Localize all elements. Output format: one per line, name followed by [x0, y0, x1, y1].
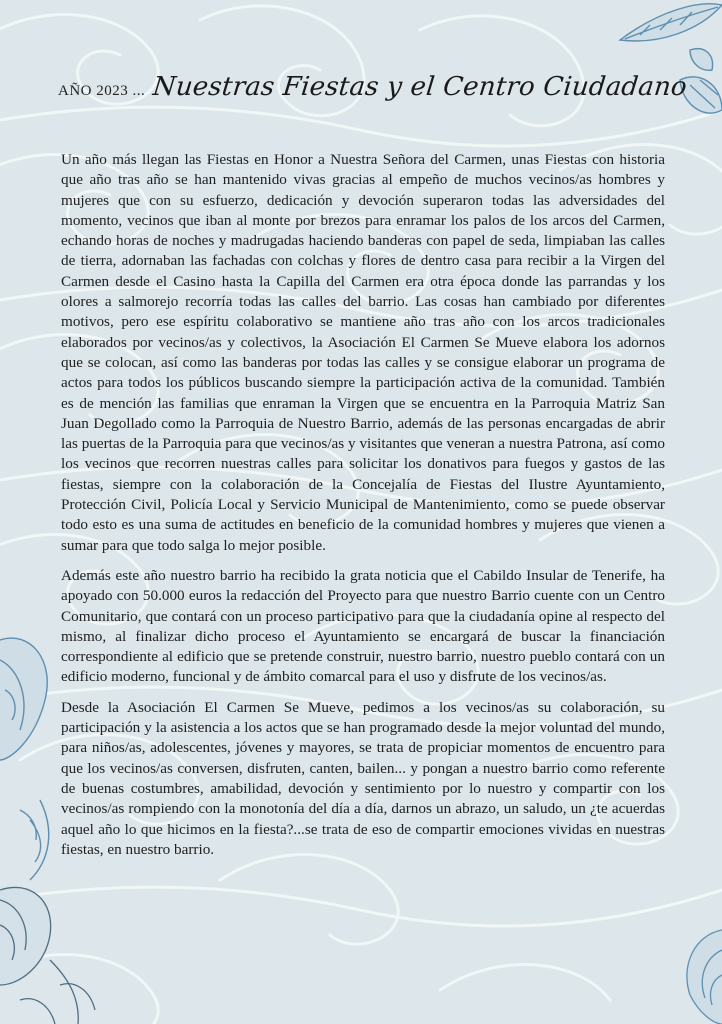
year-label: AÑO 2023 ...: [58, 83, 146, 99]
paragraph-2: Además este año nuestro barrio ha recibido la grata noticia que el Cabildo Insular de Tenerife, ha apoyado con 50.000 euros la redacción del Proyecto para que nuestro Barrio cuente con un Centro Comunitario, que contará con un proceso participativo para que la ciudadanía opine al respecto del mismo, al finalizar dicho proceso el Ayuntamiento se encargará de buscar la financiación correspondiente al edificio que se pretende construir, nuestro barrio, nuestro pueblo contará con un edificio moderno, funcional y de ámbito comarcal para el uso y disfrute de los vecinos/as.: [61, 566, 665, 686]
page-title: Nuestras Fiestas y el Centro Ciudadano: [151, 72, 689, 102]
article-body: [61, 150, 665, 870]
page-heading: [58, 72, 689, 122]
paragraph-3: Desde la Asociación El Carmen Se Mueve, pedimos a los vecinos/as su colaboración, su participación y la asistencia a los actos que se han programado desde la mejor voluntad del mundo, para niños/as, adolescentes, jóvenes y mayores, se trata de propiciar momentos de encuentro para que los vecinos/as conversen, disfruten, canten, bailen... y pongan a nuestro barrio como referente de buenas costumbres, amabilidad, devoción y sentimiento por lo nuestro y compartir con los vecinos/as rompiendo con la monotonía del día a día, darnos un abrazo, un saludo, un ¿te acuerdas aquel año lo que hicimos en la fiesta?...se trata de eso de compartir emociones vividas en nuestras fiestas, en nuestro barrio.: [61, 698, 665, 858]
paragraph-1: Un año más llegan las Fiestas en Honor a Nuestra Señora del Carmen, unas Fiestas con historia que año tras año se han mantenido vivas gracias al empeño de muchos vecinos/as hombres y mujeres que con su esfuerzo, dedicación y devoción superaron todas las adversidades del momento, vecinos que iban al monte por brezos para enramar los palos de los arcos del Carmen, echando horas de noches y madrugadas haciendo banderas con papel de seda, limpiaban las calles de tierra, adornaban las fachadas con colchas y flores de dentro casa para recibir a la Virgen del Carmen desde el Casino hasta la Capilla del Carmen era otra época donde las parrandas y los olores a salmorejo recorría todas las calles del barrio. Las cosas han cambiado por diferentes motivos, pero ese espíritu colaborativo se mantiene año tras año con los arcos tradicionales elaborados por vecinos/as y colectivos, la Asociación El Carmen Se Mueve elabora los adornos que se colocan, así como las banderas por todas las calles y se consigue elaborar un programa de actos para todos los públicos buscando siempre la participación activa de la comunidad. También es de mención las familias que enraman la Virgen que se encuentra en la Parroquia Matriz San Juan Degollado como la Parroquia de Nuestro Barrio, además de las personas encargadas de abrir las puertas de la Parroquia para que vecinos/as y visitantes que veneran a nuestra Patrona, así como los vecinos que recorren nuestras calles para solicitar los donativos para fuegos y gastos de las fiestas, siempre con la colaboración de la Concejalía de Fiestas del Ilustre Ayuntamiento, Protección Civil, Policía Local y Servicio Municipal de Mantenimiento, como se puede observar todo esto es una suma de actitudes en beneficio de la comunidad hombres y mujeres que vienen a sumar para que todo salga lo mejor posible.: [61, 151, 665, 554]
